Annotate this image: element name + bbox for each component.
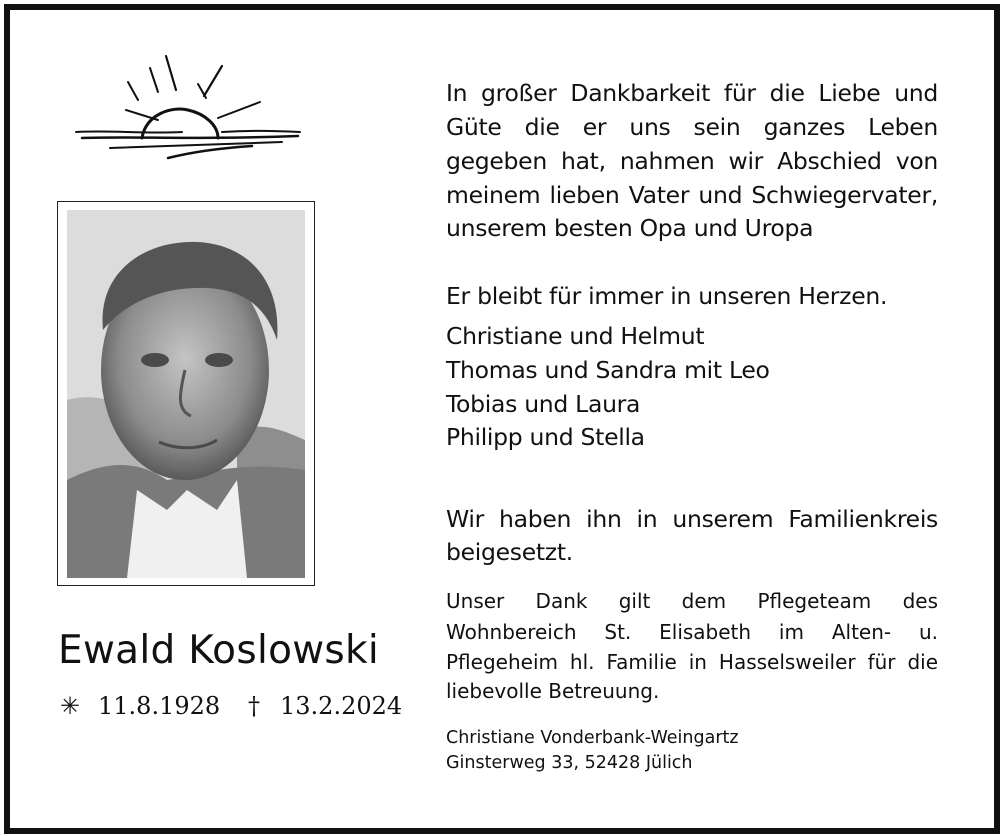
burial-line: beigesetzt. xyxy=(446,538,573,566)
thanks-line: liebevolle Betreuung. xyxy=(446,679,660,703)
family-member: Thomas und Sandra mit Leo xyxy=(446,356,770,384)
portrait-photo xyxy=(67,210,305,578)
family-member: Tobias und Laura xyxy=(446,390,641,418)
intro-line: meinem lieben Vater und Schwiegervater, xyxy=(446,181,938,209)
intro-line: gegeben hat, nahmen wir Abschied von xyxy=(446,147,938,175)
thanks-line: Unser Dank gilt dem Pflegeteam des xyxy=(446,589,938,613)
address-line: Ginsterweg 33, 52428 Jülich xyxy=(446,753,693,773)
family-member: Christiane und Helmut xyxy=(446,322,705,350)
death-date: 13.2.2024 xyxy=(280,692,403,720)
deceased-name: Ewald Koslowski xyxy=(58,628,380,673)
burial-line: Wir haben ihn in unserem Familienkreis xyxy=(446,505,938,533)
address-line: Christiane Vonderbank-Weingartz xyxy=(446,728,739,748)
death-icon: † xyxy=(248,692,260,720)
intro-line: Güte die er uns sein ganzes Leben xyxy=(446,113,938,141)
thanks-line: Pflegeheim hl. Familie in Hasselsweiler für die xyxy=(446,650,938,674)
birth-date: 11.8.1928 xyxy=(98,692,221,720)
portrait-frame xyxy=(57,201,315,586)
family-member: Philipp und Stella xyxy=(446,423,645,451)
life-dates xyxy=(58,690,408,726)
thanks-line: Wohnbereich St. Elisabeth im Alten- u. xyxy=(446,620,938,644)
heart-line: Er bleibt für immer in unseren Herzen. xyxy=(446,282,888,310)
birth-icon: ✳ xyxy=(60,692,81,720)
intro-line: In großer Dankbarkeit für die Liebe und xyxy=(446,79,938,107)
sun-over-horizon-icon xyxy=(72,52,304,164)
intro-line: unserem besten Opa und Uropa xyxy=(446,214,814,242)
